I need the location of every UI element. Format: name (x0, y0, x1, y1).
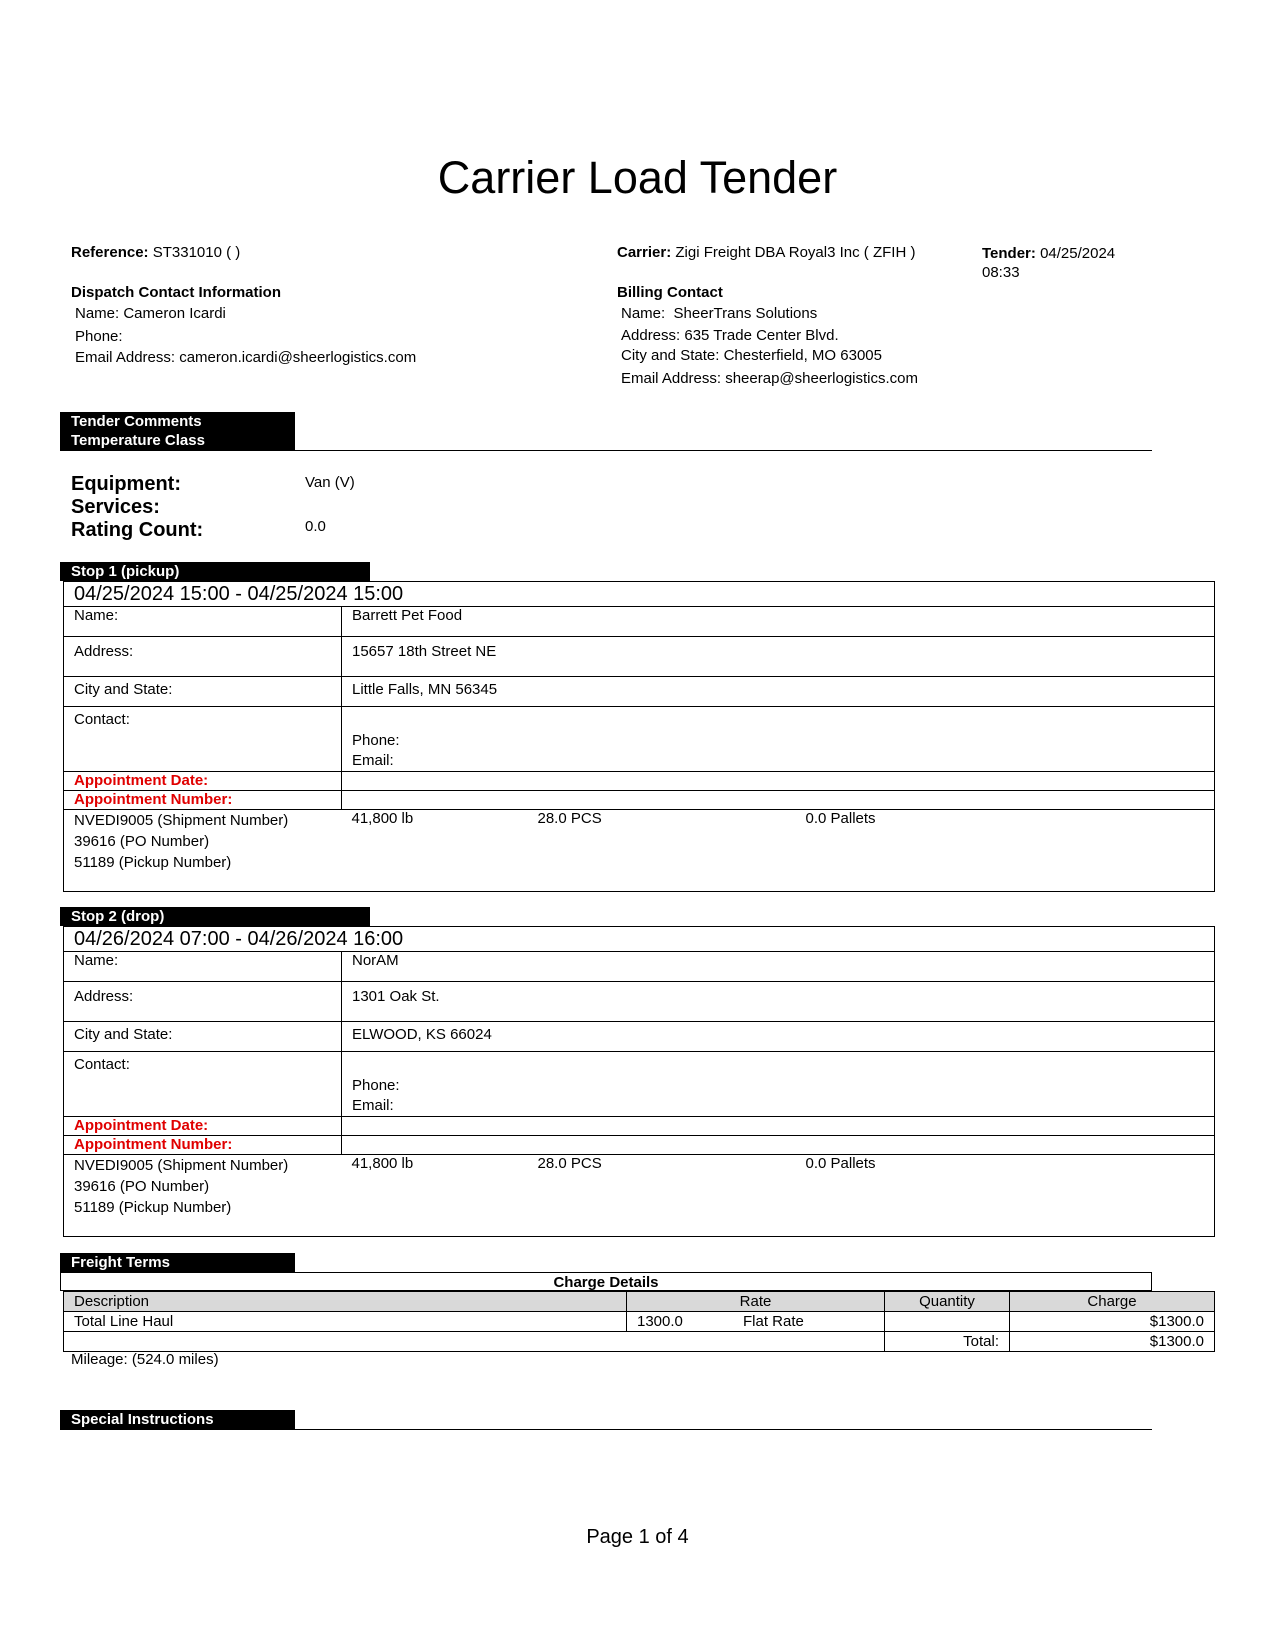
stop-city: Little Falls, MN 56345 (342, 677, 1215, 707)
stop-city: ELWOOD, KS 66024 (342, 1022, 1215, 1052)
billing-heading: Billing Contact (617, 284, 723, 301)
pickup-number: 51189 (Pickup Number) (74, 1199, 232, 1216)
charge-amount: $1300.0 (1010, 1312, 1215, 1332)
dispatch-name: Name: Cameron Icardi (75, 305, 226, 322)
tender-line (982, 244, 1115, 282)
appointment-number-value (342, 791, 1215, 810)
appointment-number-label: Appointment Number: (64, 791, 342, 810)
tender-time: 08:33 (982, 264, 1020, 281)
total-value: $1300.0 (1010, 1332, 1215, 1352)
reference-value: ST331010 ( ) (152, 244, 241, 261)
stop-table (63, 581, 1215, 892)
stop-phone: Phone: (352, 1077, 400, 1094)
equipment-value: Van (V) (305, 474, 355, 491)
stop-weight: 41,800 lb (342, 1155, 528, 1237)
stop-table (63, 926, 1215, 1237)
col-description: Description (64, 1292, 627, 1312)
charge-quantity (885, 1312, 1010, 1332)
stop-contact-label: Contact: (64, 707, 342, 772)
stop-address-label: Address: (64, 637, 342, 677)
stop-reference-numbers (64, 810, 342, 892)
stop-address: 1301 Oak St. (342, 982, 1215, 1022)
stop-contact-details (342, 707, 1215, 772)
stop-name-label: Name: (64, 607, 342, 637)
divider (60, 450, 1152, 451)
rating-count-label: Rating Count: (71, 519, 204, 541)
services-label: Services: (71, 496, 160, 518)
billing-address-label: Address: (621, 327, 681, 344)
billing-address (621, 327, 839, 344)
stop-contact-label: Contact: (64, 1052, 342, 1117)
col-charge: Charge (1010, 1292, 1215, 1312)
stop-city-label: City and State: (64, 1022, 342, 1052)
carrier-value: Zigi Freight DBA Royal3 Inc ( ZFIH ) (675, 244, 916, 261)
carrier-label: Carrier: (617, 244, 672, 261)
stop-name: Barrett Pet Food (342, 607, 1215, 637)
billing-name-label: Name: (621, 305, 666, 322)
stop-pallets: 0.0 Pallets (796, 1155, 1215, 1237)
stop-contact-details (342, 1052, 1215, 1117)
col-rate: Rate (627, 1292, 885, 1312)
billing-address-value: 635 Trade Center Blvd. (684, 327, 839, 344)
divider (60, 1429, 1152, 1430)
billing-name (621, 305, 817, 322)
stop-datetime: 04/25/2024 15:00 - 04/25/2024 15:00 (64, 582, 1215, 607)
stop-email: Email: (352, 1097, 394, 1114)
tender-comments-bar (60, 412, 295, 451)
mileage: Mileage: (524.0 miles) (71, 1351, 219, 1368)
reference-line (71, 244, 240, 261)
charge-rate: 1300.0 (637, 1313, 683, 1330)
stop-address-label: Address: (64, 982, 342, 1022)
tender-label: Tender: (982, 245, 1036, 262)
temperature-class-label: Temperature Class (71, 432, 205, 449)
stop-name: NorAM (342, 952, 1215, 982)
stop-pieces: 28.0 PCS (528, 1155, 796, 1237)
shipment-number: NVEDI9005 (Shipment Number) (74, 1157, 289, 1174)
total-spacer (64, 1332, 885, 1352)
stop-header: Stop 1 (pickup) (60, 562, 370, 581)
charges-table (63, 1291, 1215, 1352)
carrier-line (617, 244, 915, 261)
dispatch-phone: Phone: (75, 328, 123, 345)
stop-datetime: 04/26/2024 07:00 - 04/26/2024 16:00 (64, 927, 1215, 952)
charge-details-title: Charge Details (60, 1272, 1152, 1291)
stop-header: Stop 2 (drop) (60, 907, 370, 926)
rating-count-value: 0.0 (305, 518, 326, 535)
stop-email: Email: (352, 752, 394, 769)
col-quantity: Quantity (885, 1292, 1010, 1312)
total-label: Total: (885, 1332, 1010, 1352)
pickup-number: 51189 (Pickup Number) (74, 854, 232, 871)
billing-city-value: Chesterfield, MO 63005 (723, 347, 882, 364)
charge-rate-type: Flat Rate (743, 1313, 804, 1330)
page-number: Page 1 of 4 (586, 1526, 689, 1548)
stop-city-label: City and State: (64, 677, 342, 707)
special-instructions-header: Special Instructions (60, 1410, 295, 1429)
billing-city-label: City and State: (621, 347, 720, 364)
equipment-label: Equipment: (71, 473, 181, 495)
appointment-date-label: Appointment Date: (64, 1117, 342, 1136)
freight-terms-header: Freight Terms (60, 1253, 295, 1272)
tender-comments-label: Tender Comments (71, 413, 202, 430)
appointment-date-value (342, 772, 1215, 791)
tender-date: 04/25/2024 (1040, 245, 1116, 262)
charge-description: Total Line Haul (64, 1312, 627, 1332)
stop-reference-numbers (64, 1155, 342, 1237)
stop-pallets: 0.0 Pallets (796, 810, 1215, 892)
charge-rate-cell (627, 1312, 885, 1332)
po-number: 39616 (PO Number) (74, 1178, 210, 1195)
billing-name-value: SheerTrans Solutions (673, 305, 818, 322)
appointment-date-label: Appointment Date: (64, 772, 342, 791)
page-title: Carrier Load Tender (437, 152, 838, 203)
appointment-date-value (342, 1117, 1215, 1136)
reference-label: Reference: (71, 244, 149, 261)
appointment-number-value (342, 1136, 1215, 1155)
billing-city (621, 347, 882, 364)
dispatch-email: Email Address: cameron.icardi@sheerlogistics.com (75, 349, 417, 366)
billing-email: Email Address: sheerap@sheerlogistics.com (621, 370, 919, 387)
appointment-number-label: Appointment Number: (64, 1136, 342, 1155)
stop-pieces: 28.0 PCS (528, 810, 796, 892)
dispatch-heading: Dispatch Contact Information (71, 284, 282, 301)
stop-weight: 41,800 lb (342, 810, 528, 892)
stop-name-label: Name: (64, 952, 342, 982)
po-number: 39616 (PO Number) (74, 833, 210, 850)
shipment-number: NVEDI9005 (Shipment Number) (74, 812, 289, 829)
stop-address: 15657 18th Street NE (342, 637, 1215, 677)
stop-phone: Phone: (352, 732, 400, 749)
